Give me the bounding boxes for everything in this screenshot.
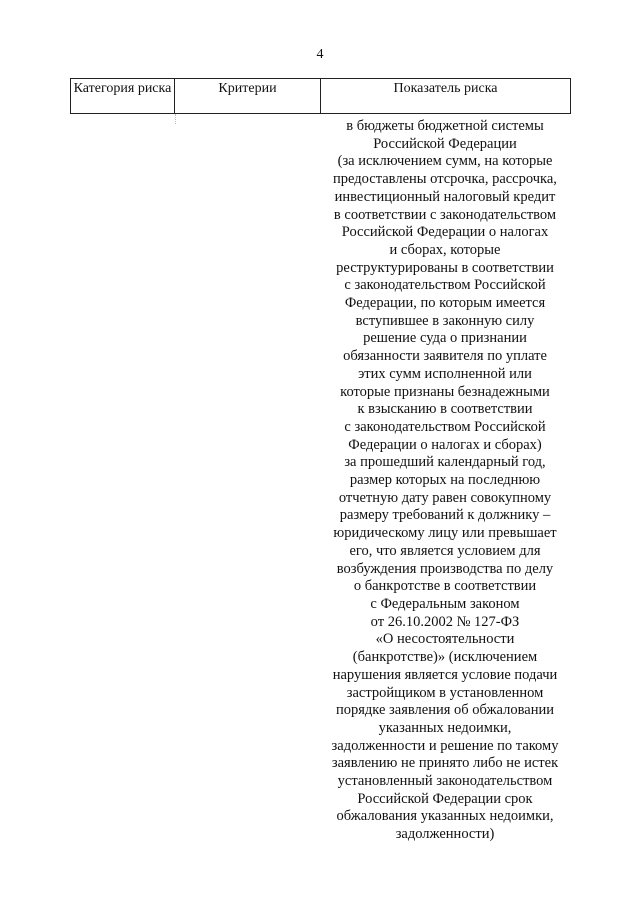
header-criteria: Критерии [175,79,321,114]
indicator-text-line: обязанности заявителя по уплате [343,348,547,365]
indicator-text-line: решение суда о признании [363,330,527,347]
indicator-text-line: Российской Федерации срок [357,790,533,807]
indicator-text-line: (за исключением сумм, на которые [337,153,553,170]
indicator-text-line: с Федеральным законом [370,595,520,612]
indicator-text-line: обжалования указанных недоимки, [336,808,554,825]
indicator-text-line: в бюджеты бюджетной системы [346,118,544,134]
indicator-text-line: реструктурированы в соответствии [336,259,554,276]
indicator-text-line: которые признаны безнадежными [340,383,550,400]
risk-table-header [70,78,571,114]
indicator-text-line: от 26.10.2002 № 127-ФЗ [370,613,520,630]
indicator-text-line: юридическому лицу или превышает [333,525,557,542]
indicator-text-line: размер которых на последнюю [349,472,541,489]
header-risk-indicator: Показатель риска [321,79,571,114]
indicator-text-line: инвестиционный налоговый кредит [334,188,556,205]
indicator-text-line: предоставлены отсрочка, рассрочка, [333,171,557,188]
indicator-text-line: Федерации, по которым имеется [344,295,546,312]
indicator-text-line: заявлению не принято либо не истек [331,755,559,772]
indicator-text-line: за прошедший календарный год, [344,454,546,471]
indicator-text-line: размеру требований к должнику – [339,507,551,524]
indicator-text-line: задолженности и решение по такому [331,737,559,754]
indicator-text-line: возбуждения производства по делу [336,560,554,577]
header-risk-category: Категория риска [71,79,175,114]
indicator-text-line: этих сумм исполненной или [358,365,532,382]
indicator-text-line: вступившее в законную силу [355,312,535,329]
page-number: 4 [316,47,324,62]
indicator-text-line: нарушения является условие подачи [332,666,558,683]
indicator-text-line: застройщиком в установленном [346,684,544,701]
indicator-text-line: его, что является условием для [349,542,541,559]
indicator-text-line: с законодательством Российской [344,277,546,294]
indicator-text-line: с законодательством Российской [344,418,546,435]
indicator-text-line: к взысканию в соответствии [357,401,533,418]
indicator-text-line: порядке заявления об обжаловании [336,702,554,719]
indicator-text-line: «О несостоятельности [375,631,515,648]
indicator-text-line: в соответствии с законодательством [333,206,557,223]
indicator-text-line: отчетную дату равен совокупному [338,489,552,506]
indicator-text-line: и сборах, которые [389,241,501,258]
indicator-text-line: указанных недоимки, [378,719,512,736]
indicator-text-line: задолженности) [395,826,495,843]
indicator-text-line: Российской Федерации о налогах [341,224,549,241]
column-divider [175,114,176,124]
indicator-text-line: Российской Федерации [373,135,517,152]
indicator-text-line: Федерации о налогах и сборах) [348,436,542,453]
indicator-text-line: (банкротстве)» (исключением [352,649,538,666]
indicator-text-line: установленный законодательством [337,773,553,790]
indicator-text-line: о банкротстве в соответствии [353,578,537,595]
risk-indicator-text [320,118,570,844]
